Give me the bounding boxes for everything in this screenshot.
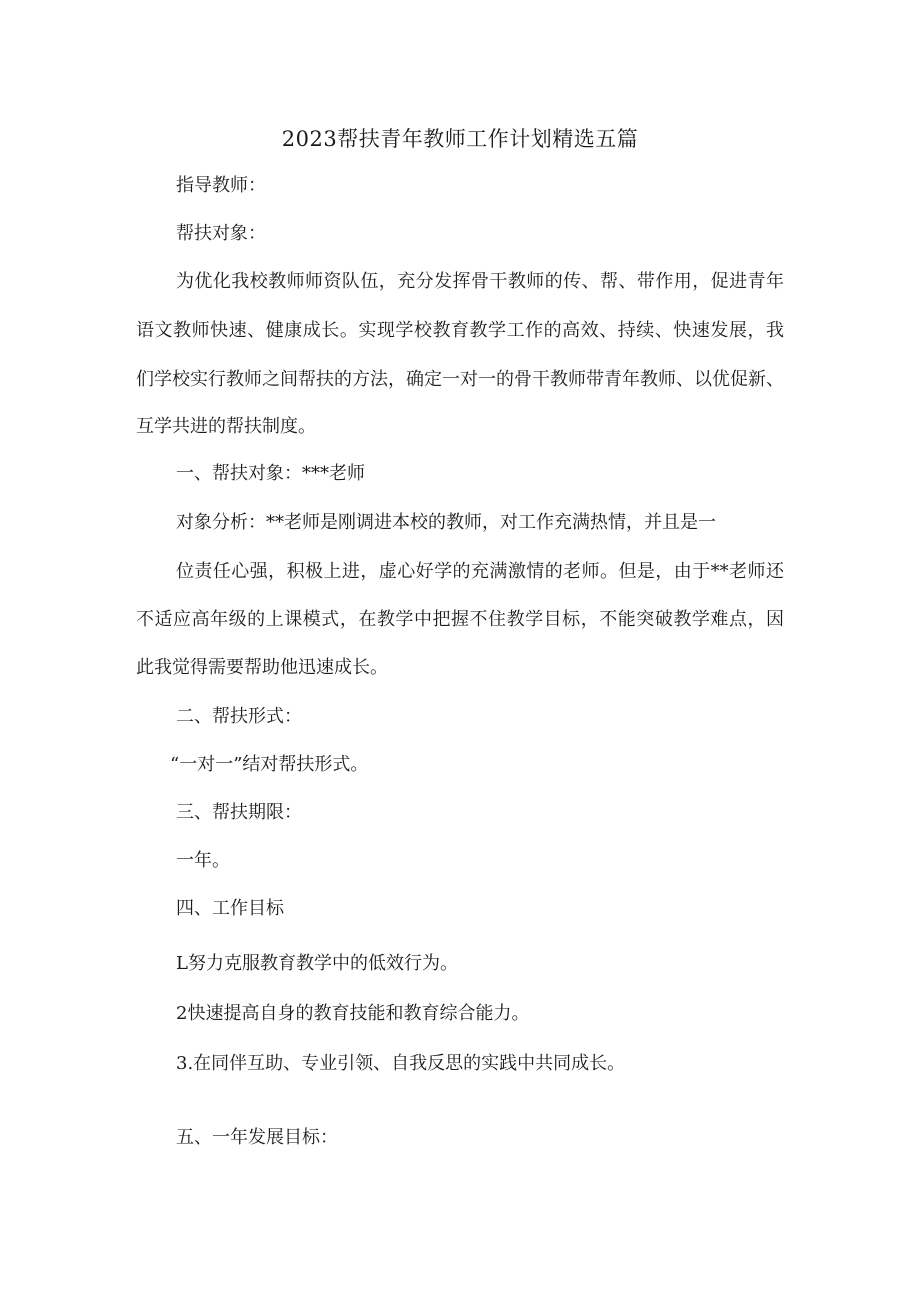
- intro-paragraph-line: 为优化我校教师师资队伍，充分发挥骨干教师的传、帮、带作用，促进青年: [176, 271, 784, 292]
- intro-paragraph-line: 们学校实行教师之间帮扶的方法，确定一对一的骨干教师带青年教师、以优促新、: [136, 369, 784, 390]
- intro-paragraph-line: 语文教师快速、健康成长。实现学校教育教学工作的高效、持续、快速发展，我: [136, 320, 784, 341]
- section5-heading: 五、一年发展目标：: [176, 1127, 338, 1148]
- document-title: 2023帮扶青年教师工作计划精选五篇: [281, 127, 639, 151]
- goal-item: 2快速提高自身的教育技能和教育综合能力。: [176, 1003, 530, 1024]
- section2-text: “一对一”结对帮扶形式。: [170, 754, 369, 775]
- section3-text: 一年。: [176, 850, 230, 871]
- goal-item: L努力克服教育教学中的低效行为。: [176, 953, 458, 974]
- section2-heading: 二、帮扶形式：: [176, 706, 302, 727]
- analysis-line: 不适应高年级的上课模式，在教学中把握不住教学目标，不能突破教学难点，因: [136, 609, 784, 630]
- target-label: 帮扶对象：: [176, 223, 266, 244]
- section4-heading: 四、工作目标: [176, 898, 284, 919]
- analysis-line: 位责任心强，积极上进，虚心好学的充满激情的老师。但是，由于**老师还: [176, 561, 784, 582]
- section3-heading: 三、帮扶期限：: [176, 802, 302, 823]
- analysis-line: 此我觉得需要帮助他迅速成长。: [136, 657, 388, 678]
- section1-heading: 一、帮扶对象：***老师: [176, 463, 365, 484]
- goal-item: 3.在同伴互助、专业引领、自我反思的实践中共同成长。: [176, 1053, 626, 1074]
- intro-paragraph-line: 互学共进的帮扶制度。: [136, 416, 316, 437]
- mentor-label: 指导教师：: [176, 175, 266, 196]
- analysis-first-line: 对象分析：**老师是刚调进本校的教师，对工作充满热情，并且是一: [176, 512, 716, 533]
